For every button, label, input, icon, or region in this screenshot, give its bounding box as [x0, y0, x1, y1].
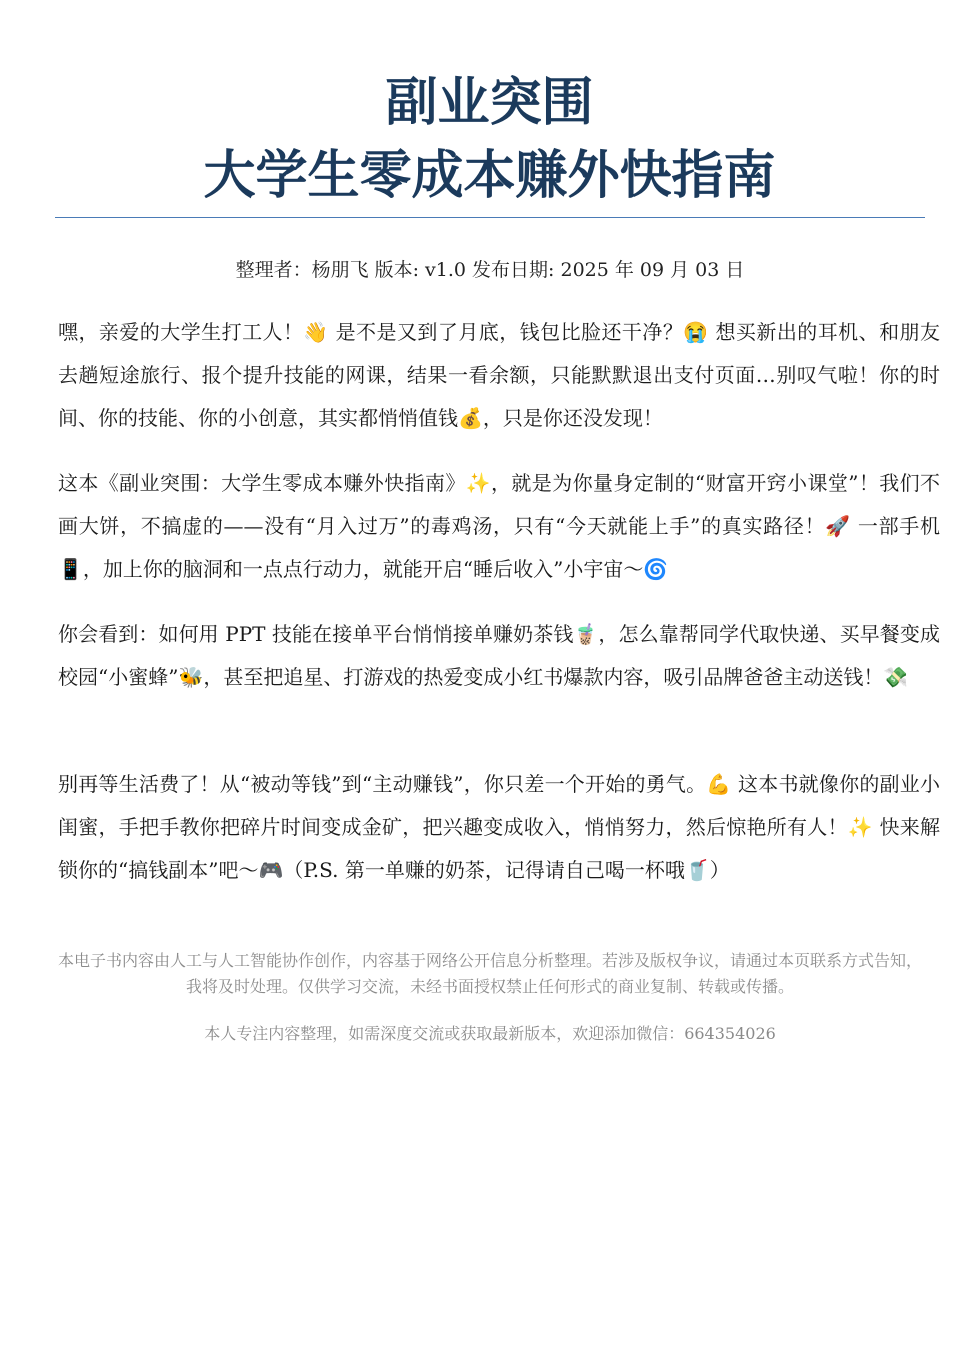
intro-paragraph-1: 嘿，亲爱的大学生打工人！👋 是不是又到了月底，钱包比脸还干净？😭 想买新出的耳机、和朋友去趟短途旅行、报个提升技能的网课，结果一看余额，只能默默退出支付页面…别叹气啦！你的时间、你的技能、你的小创意，其实都悄悄值钱💰，只是你还没发现！: [58, 320, 940, 430]
document-title-line-2: 大学生零成本赚外快指南: [203, 146, 776, 206]
intro-paragraph-3: 你会看到：如何用 PPT 技能在接单平台悄悄接单赚奶茶钱🧋，怎么靠帮同学代取快递、买早餐变成校园“小蜜蜂”🐝，甚至把追星、打游戏的热爱变成小红书爆款内容，吸引品牌爸爸主动送钱！💸: [58, 622, 940, 689]
copyright-notice: 本电子书内容由人工与人工智能协作创作，内容基于网络公开信息分析整理。若涉及版权争议，请通过本页联系方式告知，我将及时处理。仅供学习交流，未经书面授权禁止任何形式的商业复制、转载或传播。: [57, 951, 922, 996]
intro-paragraph-2: 这本《副业突围：大学生零成本赚外快指南》✨，就是为你量身定制的“财富开窍小课堂”！我们不画大饼，不搞虚的——没有“月入过万”的毒鸡汤，只有“今天就能上手”的真实路径！🚀 一部手机📱，加上你的脑洞和一点点行动力，就能开启“睡后收入”小宇宙～🌀: [58, 471, 940, 581]
intro-paragraph-4: 别再等生活费了！从“被动等钱”到“主动赚钱”，你只差一个开始的勇气。💪 这本书就像你的副业小闺蜜，手把手教你把碎片时间变成金矿，把兴趣变成收入，悄悄努力，然后惊艳所有人！✨ 快来解锁你的“搞钱副本”吧～🎮（P.S. 第一单赚的奶茶，记得请自己喝一杯哦🥤）: [58, 772, 940, 882]
title-divider: [55, 217, 925, 218]
document-meta: 整理者：杨朋飞 版本: v1.0 发布日期: 2025 年 09 月 03 日: [235, 259, 745, 281]
contact-notice: 本人专注内容整理，如需深度交流或获取最新版本，欢迎添加微信：664354026: [204, 1024, 776, 1043]
document-title-line-1: 副业突围: [385, 73, 594, 133]
